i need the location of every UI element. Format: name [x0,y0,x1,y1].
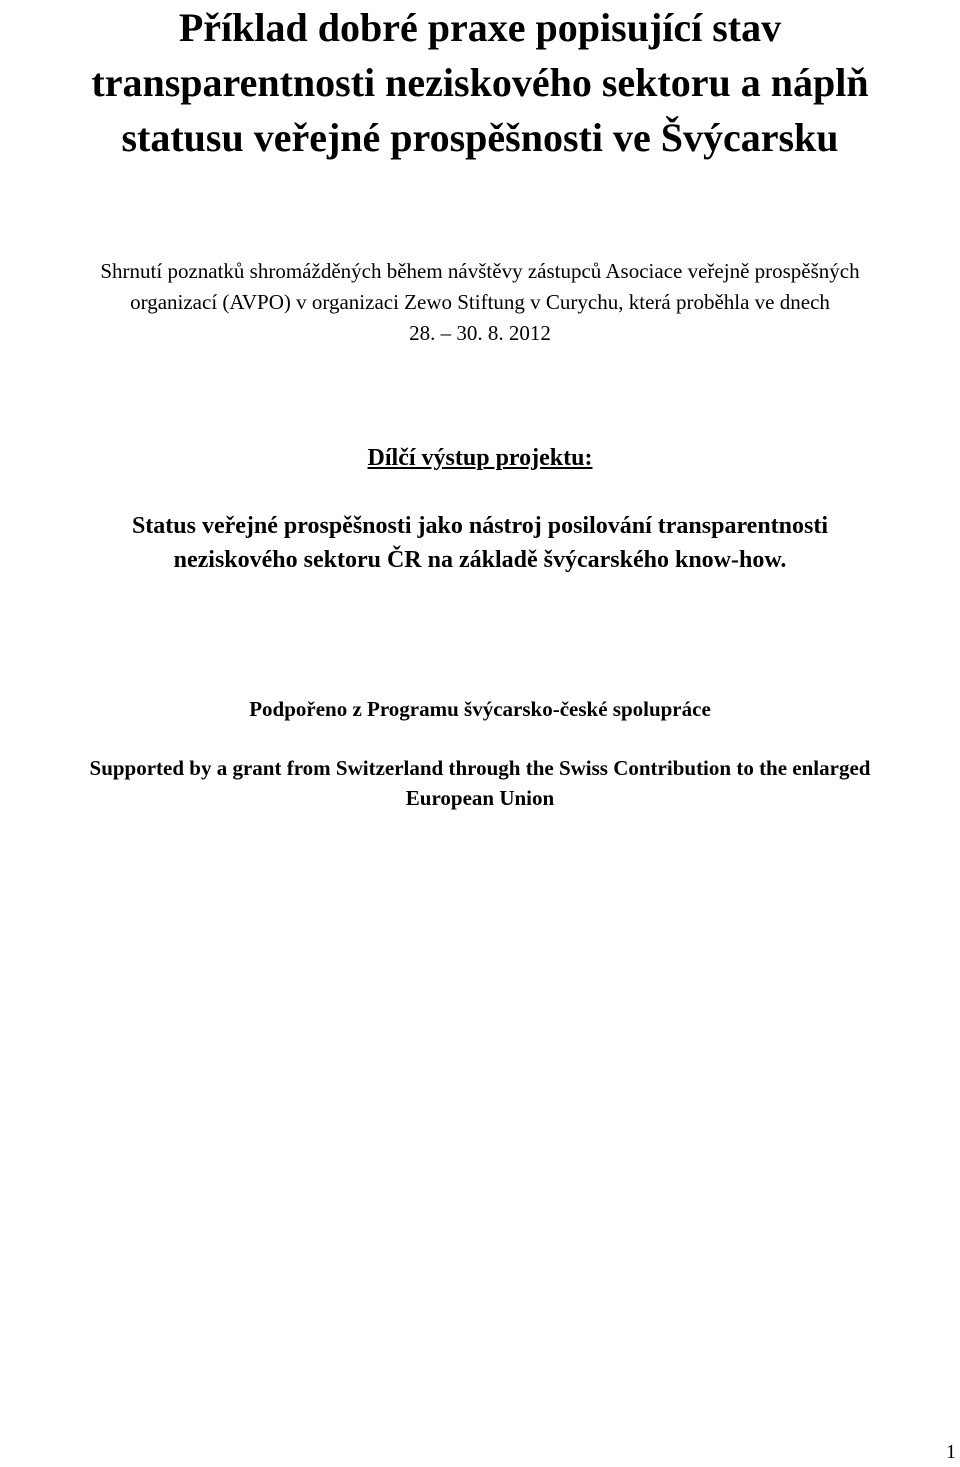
support-statement-en [0,753,960,813]
support-statement-cz: Podpořeno z Programu švýcarsko-české spolupráce [249,697,711,721]
summary-line: organizací (AVPO) v organizaci Zewo Stiftung v Curychu, která proběhla ve dnech [130,290,830,314]
title-line: transparentnosti neziskového sektoru a náplň [91,60,869,105]
title-line: statusu veřejné prospěšnosti ve Švýcarsku [121,115,839,160]
visit-summary [0,256,960,349]
support-en-line: Supported by a grant from Switzerland through the Swiss Contribution to the enlarged [89,756,871,780]
support-en-line: European Union [405,786,555,810]
output-title-line: neziskového sektoru ČR na základě švýcarského know-how. [173,547,787,573]
project-output-title [0,509,960,577]
document-title [0,0,960,165]
output-title-line: Status veřejné prospěšnosti jako nástroj posilování transparentnosti [131,513,829,539]
summary-date-line: 28. – 30. 8. 2012 [409,321,551,345]
title-line: Příklad dobré praxe popisující stav [178,5,782,50]
project-output-heading: Dílčí výstup projektu: [367,445,593,471]
summary-line: Shrnutí poznatků shromážděných během návštěvy zástupců Asociace veřejně prospěšných [100,259,860,283]
page-number: 1 [946,1441,956,1463]
